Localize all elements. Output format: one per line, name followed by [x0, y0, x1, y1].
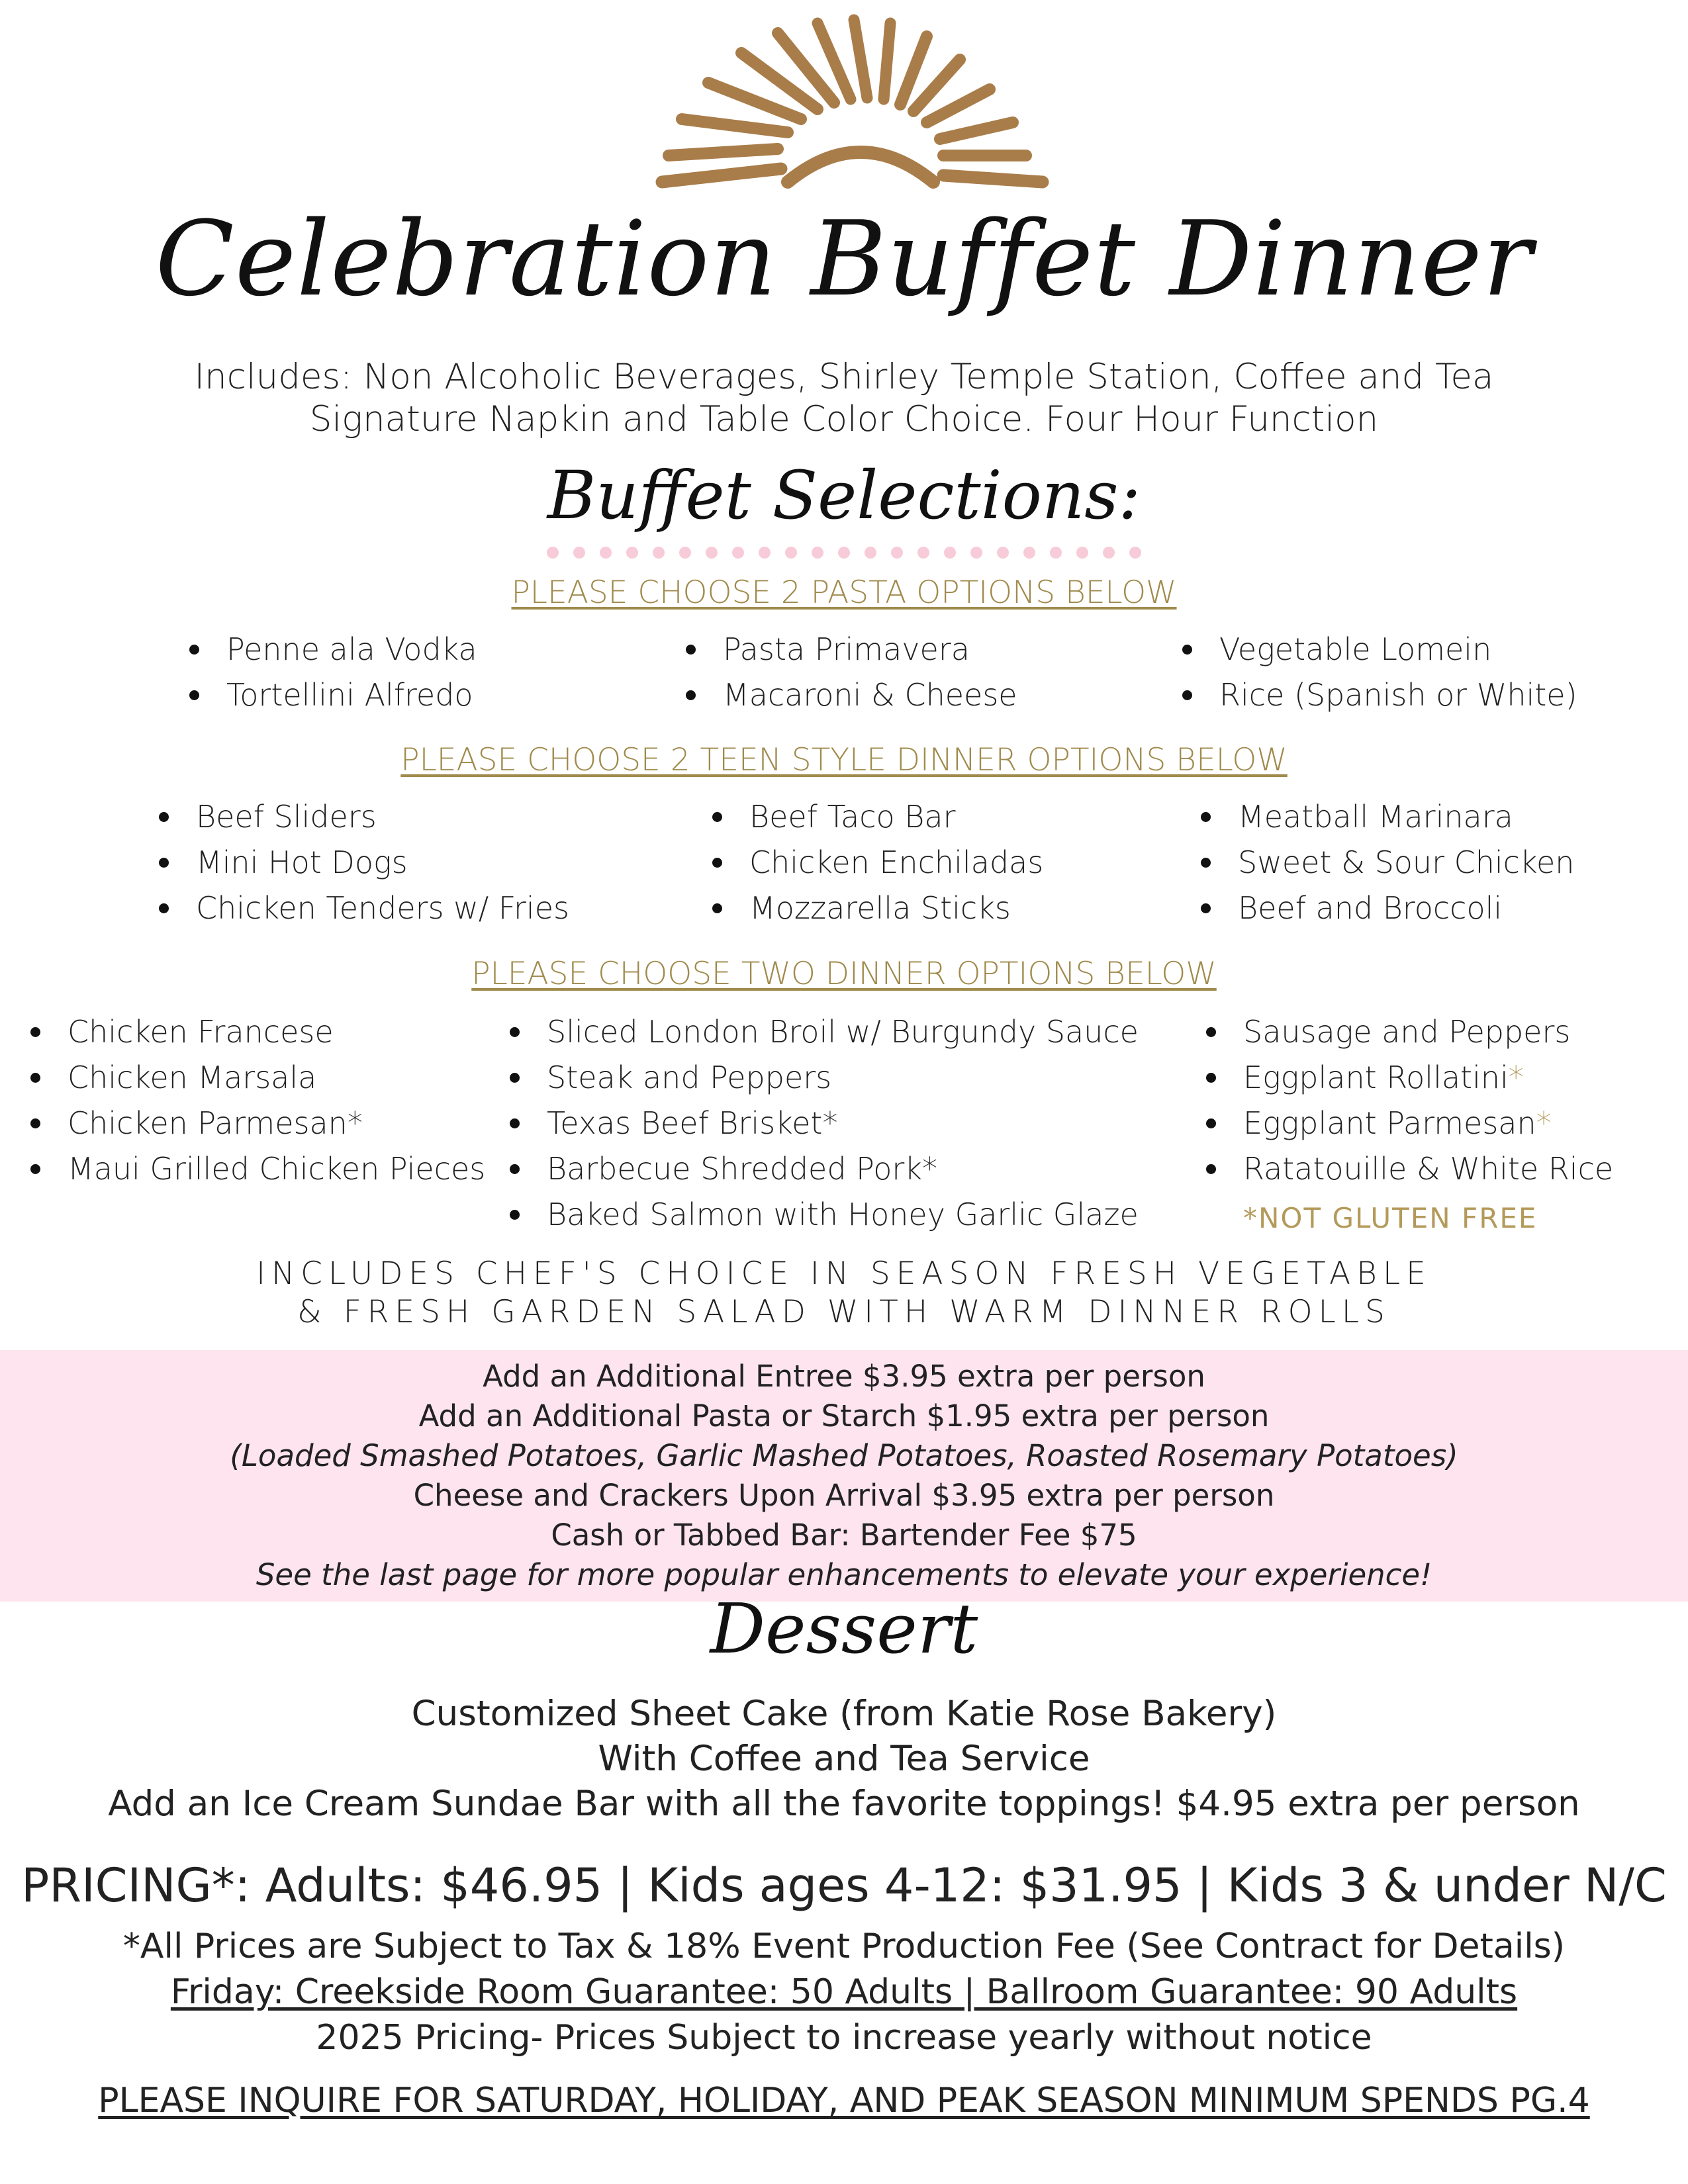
list-item: Baked Salmon with Honey Garlic Glaze: [506, 1192, 1139, 1238]
list-item: Macaroni & Cheese: [682, 672, 1017, 718]
pricing-guarantee: Friday: Creekside Room Guarantee: 50 Adults | Ballroom Guarantee: 90 Adults: [170, 1972, 1518, 2012]
list-item: Sweet & Sour Chicken: [1197, 840, 1574, 886]
addon-potato-options: (Loaded Smashed Potatoes, Garlic Mashed Potatoes, Roasted Rosemary Potatoes): [230, 1438, 1458, 1473]
list-item: Eggplant Rollatini*: [1202, 1055, 1613, 1101]
includes-line-1: Includes: Non Alcoholic Beverages, Shirley Temple Station, Coffee and Tea: [194, 357, 1494, 397]
addons-text: [0, 1357, 1688, 1595]
teen-heading: PLEASE CHOOSE 2 TEEN STYLE DINNER OPTIONS BELOW: [400, 742, 1288, 778]
list-item: Mozzarella Sticks: [708, 886, 1043, 931]
list-item: Penne ala Vodka: [185, 627, 477, 672]
sunburst-logo: [649, 13, 1072, 192]
list-item: Ratatouille & White Rice: [1202, 1146, 1613, 1192]
pricing-tax-note: *All Prices are Subject to Tax & 18% Event Production Fee (See Contract for Details): [122, 1927, 1566, 1966]
list-item: Tortellini Alfredo: [185, 672, 477, 718]
pricing-inquire: PLEASE INQUIRE FOR SATURDAY, HOLIDAY, AND PEAK SEASON MINIMUM SPENDS PG.4: [98, 2081, 1590, 2120]
gluten-note: *NOT GLUTEN FREE: [1243, 1202, 1538, 1234]
pricing-year-note: 2025 Pricing- Prices Subject to increase yearly without notice: [316, 2018, 1372, 2058]
list-item: Steak and Peppers: [506, 1055, 1139, 1101]
addon-bar: Cash or Tabbed Bar: Bartender Fee $75: [551, 1518, 1137, 1553]
addon-entree: Add an Additional Entree $3.95 extra per person: [483, 1359, 1205, 1394]
list-item: Rice (Spanish or White): [1178, 672, 1577, 718]
list-item: Chicken Parmesan*: [26, 1101, 485, 1146]
dessert-line-2: With Coffee and Tea Service: [598, 1739, 1090, 1779]
list-item: Texas Beef Brisket*: [506, 1101, 1139, 1146]
addon-cheese: Cheese and Crackers Upon Arrival $3.95 extra per person: [413, 1478, 1275, 1513]
dessert-text: [0, 1692, 1688, 1827]
list-item: Barbecue Shredded Pork*: [506, 1146, 1139, 1192]
dinner-list-col-1: [26, 1009, 485, 1192]
dessert-title: Dessert: [710, 1588, 978, 1669]
chef-line-2: & FRESH GARDEN SALAD WITH WARM DINNER ROLLS: [297, 1294, 1391, 1330]
list-item: Sliced London Broil w/ Burgundy Sauce: [506, 1009, 1139, 1055]
chef-choice-text: [0, 1255, 1688, 1332]
dinner-list-col-3: [1202, 1009, 1613, 1192]
dessert-line-1: Customized Sheet Cake (from Katie Rose Bakery): [411, 1694, 1277, 1734]
page-title: Celebration Buffet Dinner: [155, 199, 1533, 319]
list-item: Meatball Marinara: [1197, 794, 1574, 840]
dessert-line-3: Add an Ice Cream Sundae Bar with all the favorite toppings! $4.95 extra per person: [108, 1784, 1580, 1824]
dotted-divider: [0, 547, 1688, 559]
buffet-selections-title: Buffet Selections:: [547, 457, 1141, 534]
list-item: Beef and Broccoli: [1197, 886, 1574, 931]
pasta-list-col-1: [185, 627, 477, 718]
pasta-list-col-3: [1178, 627, 1577, 718]
teen-list-col-1: [155, 794, 569, 931]
pasta-list-col-2: [682, 627, 1017, 718]
list-item: Chicken Francese: [26, 1009, 485, 1055]
list-item: Maui Grilled Chicken Pieces: [26, 1146, 485, 1192]
list-item: Chicken Marsala: [26, 1055, 485, 1101]
dinner-heading: PLEASE CHOOSE TWO DINNER OPTIONS BELOW: [471, 956, 1217, 992]
includes-text: [0, 356, 1688, 441]
list-item: Vegetable Lomein: [1178, 627, 1577, 672]
list-item: Chicken Enchiladas: [708, 840, 1043, 886]
includes-line-2: Signature Napkin and Table Color Choice. Four Hour Function: [309, 399, 1379, 439]
pricing-main: PRICING*: Adults: $46.95 | Kids ages 4-12: $31.95 | Kids 3 & under N/C: [21, 1858, 1667, 1913]
list-item: Mini Hot Dogs: [155, 840, 569, 886]
list-item: Pasta Primavera: [682, 627, 1017, 672]
list-item: Sausage and Peppers: [1202, 1009, 1613, 1055]
teen-list-col-3: [1197, 794, 1574, 931]
pasta-heading: PLEASE CHOOSE 2 PASTA OPTIONS BELOW: [511, 574, 1177, 611]
teen-list-col-2: [708, 794, 1043, 931]
list-item: Eggplant Parmesan*: [1202, 1101, 1613, 1146]
list-item: Chicken Tenders w/ Fries: [155, 886, 569, 931]
list-item: Beef Sliders: [155, 794, 569, 840]
chef-line-1: INCLUDES CHEF'S CHOICE IN SEASON FRESH VEGETABLE: [256, 1255, 1432, 1292]
addon-see-last-page: See the last page for more popular enhancements to elevate your experience!: [256, 1557, 1432, 1592]
addon-pasta: Add an Additional Pasta or Starch $1.95 extra per person: [418, 1398, 1270, 1433]
dinner-list-col-2: [506, 1009, 1139, 1238]
list-item: Beef Taco Bar: [708, 794, 1043, 840]
